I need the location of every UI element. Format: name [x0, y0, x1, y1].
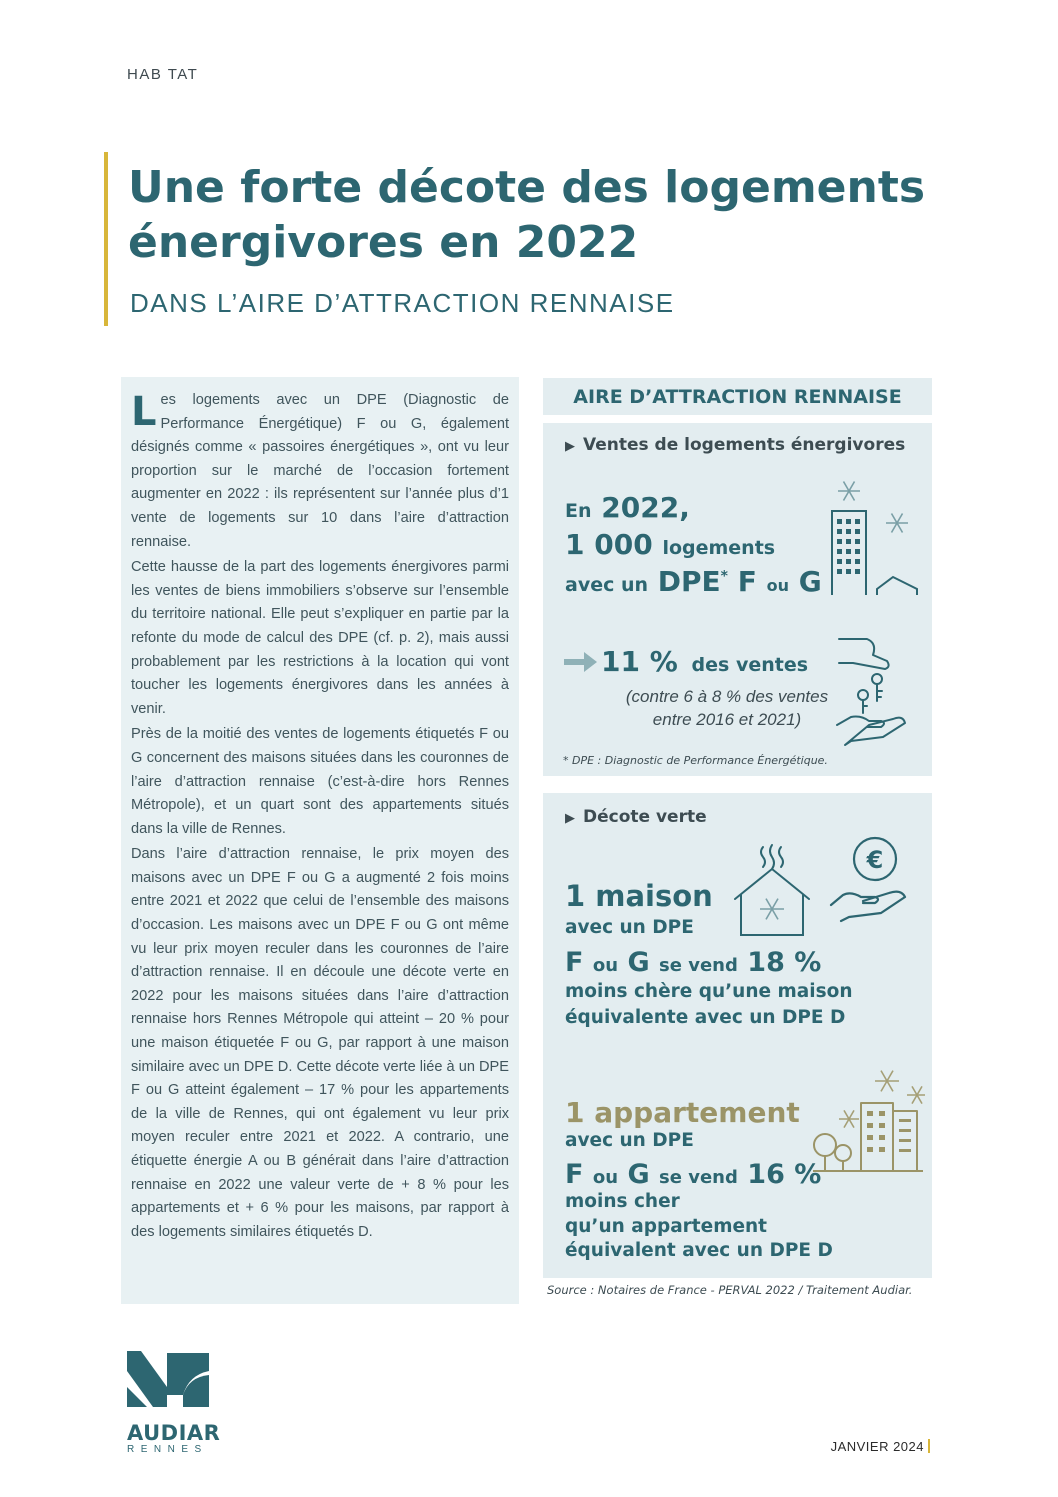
g-label: G: [798, 565, 822, 598]
year-line: [565, 491, 690, 524]
body-text-panel: [121, 377, 519, 1304]
apartment-avec-dpe: avec un DPE: [565, 1130, 694, 1151]
comparison-line-2: entre 2016 et 2021): [652, 710, 802, 729]
paragraph-4: Dans l’aire d’attraction rennaise, le prix moyen des maisons avec un DPE F ou G a augmenté 2 fois moins entre 2021 et 2022 que celui de l’ensemble des maisons d’occasion. Les maisons avec un DPE F ou G ont même vu leur prix moyen reculer dans les couronnes de l’aire d’attraction rennaise. Il en découle une décote verte en 2022 pour les maisons situées dans l’aire d’attraction rennaise hors Rennes Métropole qui atteint – 20 % pour une maison étiquetée F ou G, par rapport à une maison similaire avec un DPE D. Cette décote verte liée à un DPE F ou G atteint également – 17 % pour les appartements de la ville de Rennes, qui ont également vu leur prix moyen reculer entre 2021 et 2022. A contrario, une étiquette énergie A ou B générait dans l’aire d’attraction rennaise en 2022 une valeur verte de + 8 % pour les appartements et + 6 % pour les maisons, par rapport à des logements similaires étiquetés D.: [131, 846, 509, 1240]
audiar-logo: [127, 1347, 221, 1455]
apartment-line-4: moins cher: [565, 1191, 680, 1212]
count-line: [565, 528, 775, 561]
dpe-star: *: [720, 568, 728, 585]
energy-sales-heading: Ventes de logements énergivores: [583, 435, 906, 455]
triangle-bullet-icon: ▶: [565, 810, 575, 825]
house-fg-line: [565, 947, 821, 978]
apartment-f: F: [565, 1159, 584, 1190]
en-label: En: [565, 500, 592, 522]
page-subtitle: DANS L’AIRE D’ATTRACTION RENNAISE: [130, 288, 675, 318]
house-line-5: équivalente avec un DPE D: [565, 1007, 846, 1028]
house-avec-dpe: avec un DPE: [565, 917, 694, 938]
dpe-footnote: * DPE : Diagnostic de Performance Énergétique.: [563, 754, 828, 767]
apartment-ou: ou: [592, 1167, 619, 1188]
pct-value: 11 %: [601, 645, 678, 678]
pct-line: [601, 645, 808, 678]
dpe-line: [565, 565, 822, 598]
comparison-line-1: (contre 6 à 8 % des ventes: [625, 687, 829, 706]
paragraph-1-text: es logements avec un DPE (Diagnostic de Performance Énergétique) F ou G, également désignés comme « passoires énergétiques », ont vu leur proportion sur le marché de l’occasion fortement augmenter en 2022 : ils représentent sur l’année plus d’1 vente de logements sur 10 dans l’aire d’attraction rennaise.: [131, 392, 509, 550]
audiar-logo-mark-icon: [127, 1347, 211, 1417]
comparison-note: [587, 685, 867, 731]
f-label: F: [737, 565, 757, 598]
ou-label: ou: [766, 576, 790, 595]
house-pct: 18 %: [747, 947, 822, 978]
cold-house-icon: [733, 843, 811, 939]
green-discount-heading: Décote verte: [583, 807, 707, 827]
svg-text:€: €: [866, 846, 884, 874]
apartment-trees-icon: [813, 1067, 925, 1179]
paragraph-3: Près de la moitié des ventes de logements étiquetés F ou G concernent des maisons situées dans les couronnes de l’aire d’attraction rennaise (c’est-à-dire hors Rennes Métropole), et un quart sont des appartements situés dans la ville de Rennes.: [131, 726, 509, 837]
title-accent-bar: [104, 152, 108, 326]
apartment-pct: 16 %: [747, 1159, 822, 1190]
dpe-label: DPE: [657, 565, 721, 598]
euro-hand-icon: [829, 835, 913, 923]
house-se-vend: se vend: [659, 955, 738, 976]
paragraph-2: Cette hausse de la part des logements énergivores parmi les ventes de biens immobiliers s’observe sur l’ensemble du territoire national. Elle peut s’expliquer en partie par la refonte du mode de calcul des DPE (cf. p. 2), mais aussi probablement par les restrictions à la location qui vont toucher les logements énergivores dans les années à venir.: [131, 559, 509, 717]
logo-city: RENNES: [127, 1444, 208, 1455]
year-comma: ,: [679, 491, 690, 524]
footer-date-bar: [928, 1439, 930, 1453]
avec-un-label: avec un: [565, 574, 649, 596]
apartment-title: 1 appartement: [565, 1096, 800, 1129]
house-title: 1 maison: [565, 879, 713, 913]
house-ou: ou: [592, 955, 619, 976]
house-f: F: [565, 947, 584, 978]
house-line-4: moins chère qu’une maison: [565, 981, 853, 1002]
logements-label: logements: [662, 537, 776, 559]
apartment-se-vend: se vend: [659, 1167, 738, 1188]
infographic-banner: AIRE D’ATTRACTION RENNAISE: [543, 378, 932, 415]
paragraph-1: [131, 389, 509, 554]
house-g: G: [627, 947, 650, 978]
title-line-2: énergivores en 2022: [128, 217, 639, 268]
year-value: 2022: [601, 491, 680, 524]
hand-keys-icon: [833, 635, 913, 747]
page-title: [128, 160, 968, 270]
logo-name: AUDIAR: [127, 1421, 221, 1445]
apartment-line-6: équivalent avec un DPE D: [565, 1240, 833, 1261]
triangle-bullet-icon: ▶: [565, 438, 575, 453]
arrow-right-icon: [564, 650, 598, 674]
apartment-fg-line: [565, 1159, 821, 1190]
drop-cap: L: [131, 389, 157, 435]
apartment-line-5: qu’un appartement: [565, 1216, 768, 1237]
des-ventes-label: des ventes: [691, 654, 809, 676]
infographic-banner-wrap: [543, 378, 933, 415]
title-line-1: Une forte décote des logements: [128, 162, 926, 213]
header-tag: HAB TAT: [127, 66, 199, 83]
source-note: Source : Notaires de France - PERVAL 2022 / Traitement Audiar.: [547, 1283, 913, 1297]
apartment-g: G: [627, 1159, 650, 1190]
count-value: 1 000: [565, 528, 653, 561]
snowflake-buildings-icon: [825, 471, 925, 595]
green-discount-box: [543, 793, 932, 1278]
energy-sales-box: [543, 423, 932, 776]
footer-date: [831, 1439, 930, 1454]
footer-date-text: JANVIER 2024: [830, 1439, 924, 1454]
